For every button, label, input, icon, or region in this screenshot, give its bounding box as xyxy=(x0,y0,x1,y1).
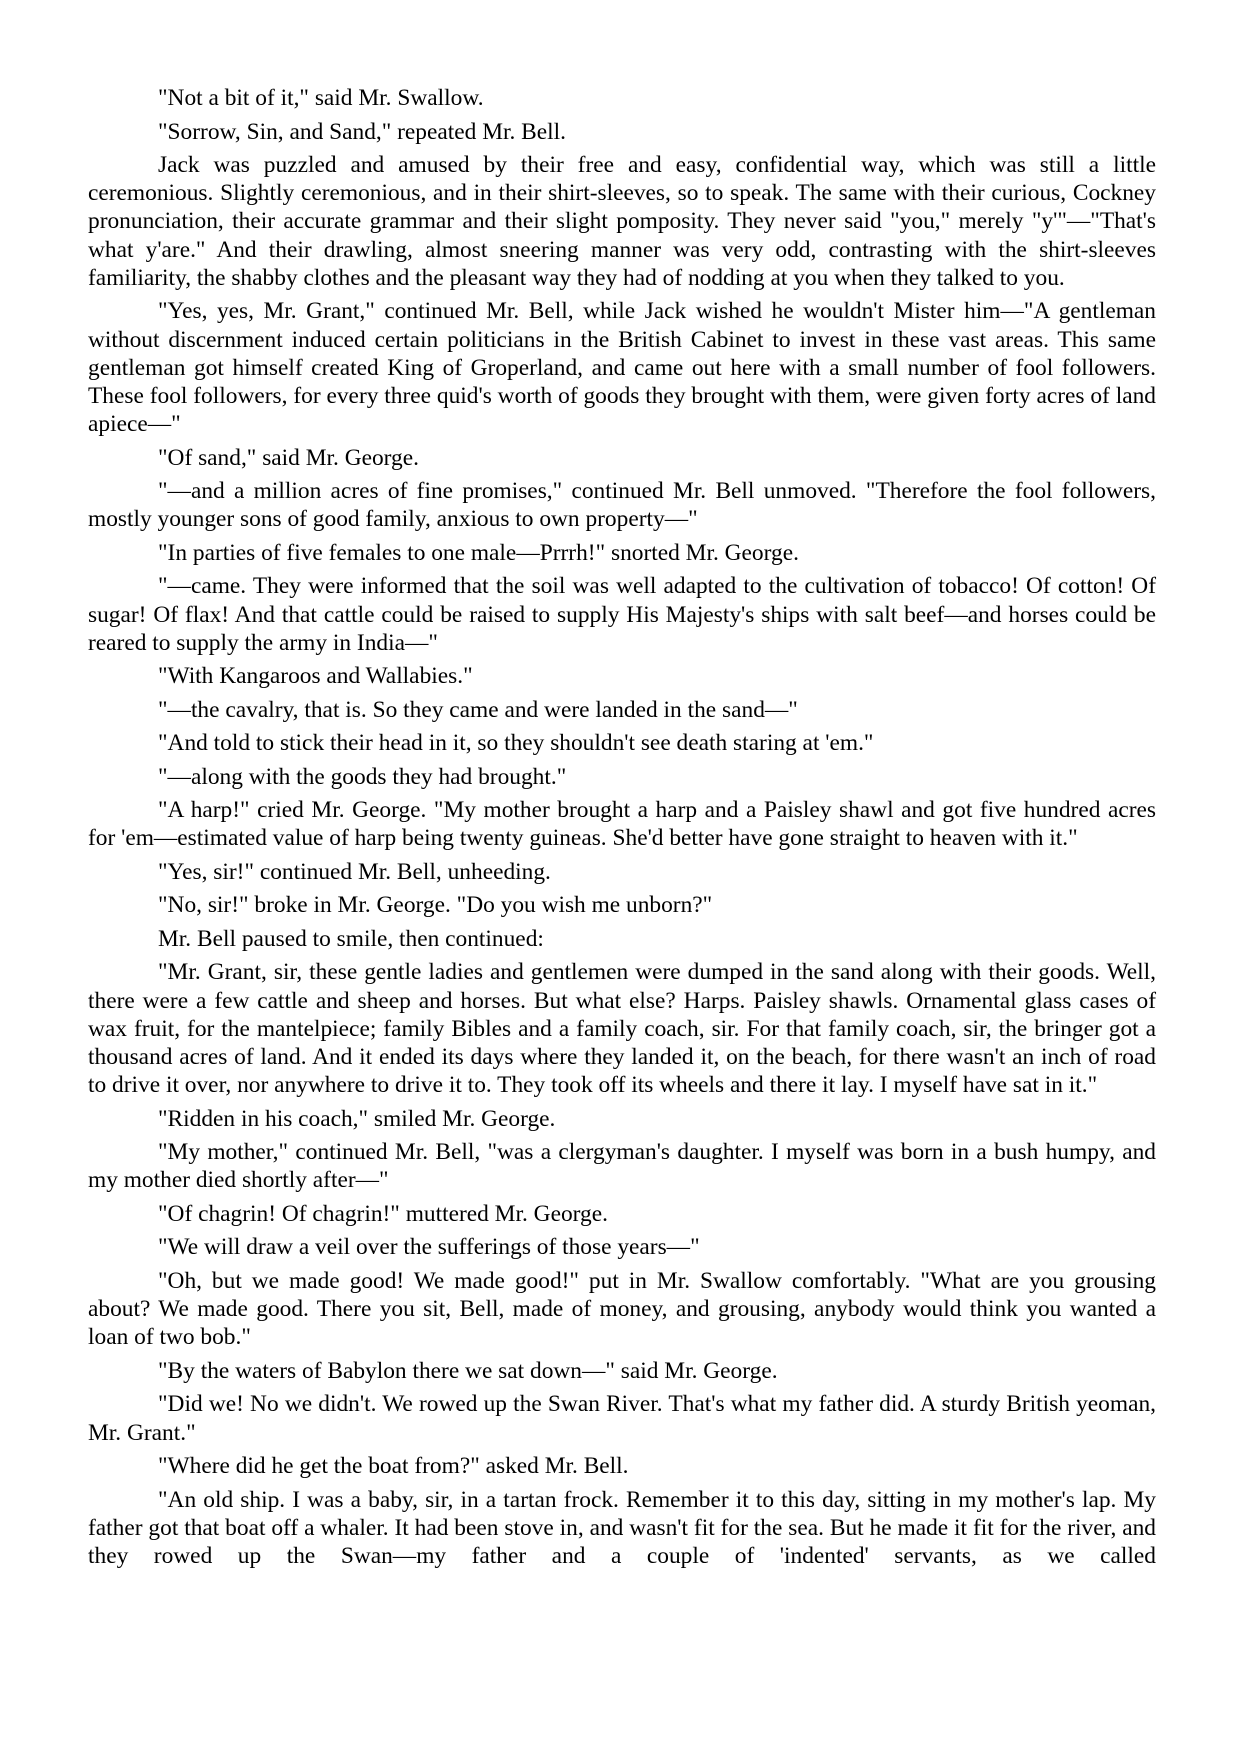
paragraph-3: Jack was puzzled and amused by their free and easy, confidential way, which was still a little ceremonious. Slightly ceremonious, and in their shirt-sleeves, so to speak. The same with their curious, Cockney pronunciation, their accurate grammar and their slight pomposity. They never said "you," merely "y'"—"That's what y'are." And their drawling, almost sneering manner was very odd, contrasting with the shirt-sleeves familiarity, the shabby clothes and the pleasant way they had of nodding at you when they talked to you. xyxy=(88,152,1156,291)
paragraph-15: "No, sir!" broke in Mr. George. "Do you wish me unborn?" xyxy=(158,892,713,919)
paragraph-14: "Yes, sir!" continued Mr. Bell, unheeding. xyxy=(158,858,551,885)
paragraph-25: "Where did he get the boat from?" asked Mr. Bell. xyxy=(158,1453,629,1480)
paragraph-20: "Of chagrin! Of chagrin!" muttered Mr. George. xyxy=(158,1200,608,1227)
paragraph-26: "An old ship. I was a baby, sir, in a tartan frock. Remember it to this day, sitting in my mother's lap. My father got that boat off a whaler. It had been stove in, and wasn't fit for the sea. But he made it fit for the river, and they rowed up the Swan—my father and a couple of 'indented' servants, as we called xyxy=(88,1486,1156,1569)
paragraph-11: "And told to stick their head in it, so they shouldn't see death staring at 'em." xyxy=(158,730,874,757)
paragraph-7: "In parties of five females to one male—Prrrh!" snorted Mr. George. xyxy=(158,539,799,566)
paragraph-17: "Mr. Grant, sir, these gentle ladies and gentlemen were dumped in the sand along with their goods. Well, there were a few cattle and sheep and horses. But what else? Harps. Paisley shawls. Ornamental glass cases of wax fruit, for the mantelpiece; family Bibles and a family coach, sir. For that family coach, sir, the bringer got a thousand acres of land. And it ended its days where they landed it, on the beach, for there wasn't an inch of road to drive it over, nor anywhere to drive it to. They took off its wheels and there it lay. I myself have sat in it." xyxy=(88,959,1156,1099)
paragraph-1: "Not a bit of it," said Mr. Swallow. xyxy=(158,85,484,111)
paragraph-4: "Yes, yes, Mr. Grant," continued Mr. Bell, while Jack wished he wouldn't Mister him—"A gentleman without discernment induced certain politicians in the British Cabinet to invest in these vast areas. This same gentleman got himself created King of Groperland, and came out here with a small number of fool followers. These fool followers, for every three quid's worth of goods they brought with them, were given forty acres of land apiece—" xyxy=(88,298,1156,438)
paragraph-21: "We will draw a veil over the sufferings of those years—" xyxy=(158,1234,700,1261)
paragraph-24: "Did we! No we didn't. We rowed up the Swan River. That's what my father did. A sturdy British yeoman, Mr. Grant." xyxy=(88,1391,1156,1446)
paragraph-12: "—along with the goods they had brought." xyxy=(158,763,567,790)
paragraph-6: "—and a million acres of fine promises," continued Mr. Bell unmoved. "Therefore the fool followers, mostly younger sons of good family, anxious to own property—" xyxy=(88,478,1156,533)
paragraph-9: "With Kangaroos and Wallabies." xyxy=(158,663,473,690)
paragraph-13: "A harp!" cried Mr. George. "My mother brought a harp and a Paisley shawl and got five hundred acres for 'em—estimated value of harp being twenty guineas. She'd better have gone straight to heaven with it." xyxy=(88,797,1156,852)
paragraph-19: "My mother," continued Mr. Bell, "was a clergyman's daughter. I myself was born in a bush humpy, and my mother died shortly after—" xyxy=(88,1139,1156,1194)
paragraph-8: "—came. They were informed that the soil was well adapted to the cultivation of tobacco! Of cotton! Of sugar! Of flax! And that cattle could be raised to supply His Majesty's ships with salt beef—and horses could be reared to supply the army in India—" xyxy=(88,573,1156,656)
paragraph-2: "Sorrow, Sin, and Sand," repeated Mr. Bell. xyxy=(158,118,567,145)
paragraph-22: "Oh, but we made good! We made good!" put in Mr. Swallow comfortably. "What are you grousing about? We made good. There you sit, Bell, made of money, and grousing, anybody would think you wanted a loan of two bob." xyxy=(88,1267,1156,1351)
paragraph-18: "Ridden in his coach," smiled Mr. George. xyxy=(158,1105,556,1132)
paragraph-5: "Of sand," said Mr. George. xyxy=(158,444,419,471)
paragraph-10: "—the cavalry, that is. So they came and were landed in the sand—" xyxy=(158,696,798,723)
page-text xyxy=(88,84,1156,1575)
paragraph-16: Mr. Bell paused to smile, then continued: xyxy=(158,925,544,952)
paragraph-23: "By the waters of Babylon there we sat down—" said Mr. George. xyxy=(158,1357,778,1384)
